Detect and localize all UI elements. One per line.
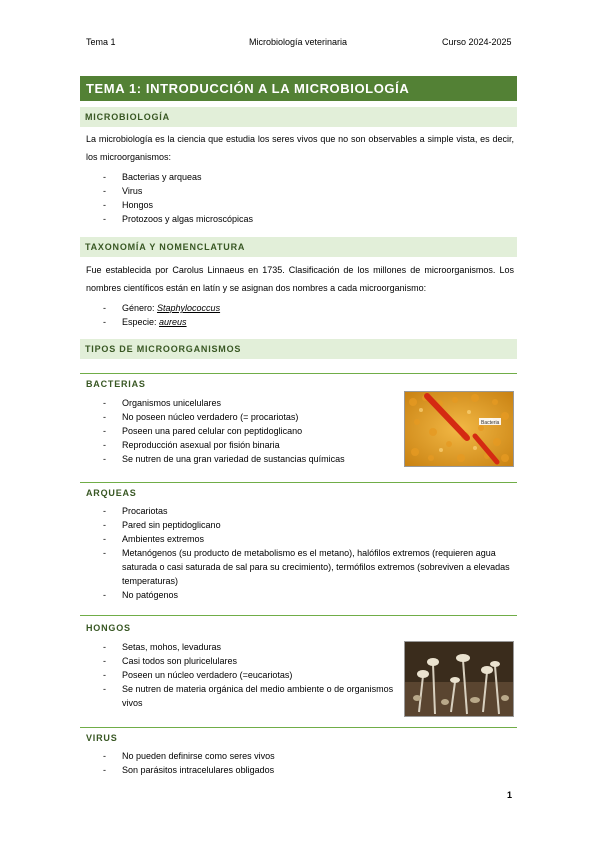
list-item: - Bacterias y arqueas xyxy=(103,172,202,182)
list-item: - Reproducción asexual por fisión binaria xyxy=(103,440,280,450)
section-heading: MICROBIOLOGÍA xyxy=(85,112,170,122)
list-item: - Especie: aureus xyxy=(103,317,187,327)
list-item: - Hongos xyxy=(103,200,154,210)
bacteria-image-label: Bacteria xyxy=(481,420,500,426)
list-item: - No poseen núcleo verdadero (= procariotas) xyxy=(103,412,299,422)
list-item: - Se nutren de una gran variedad de sustancias químicas xyxy=(103,454,345,464)
section-heading: TIPOS DE MICROORGANISMOS xyxy=(85,344,242,354)
list-item: - Género: Staphylococcus xyxy=(103,303,221,313)
list-item: - Pared sin peptidoglicano xyxy=(103,520,221,530)
list-item: - Ambientes extremos xyxy=(103,534,205,544)
bacterias-list xyxy=(86,396,345,466)
list-item: - Son parásitos intracelulares obligados xyxy=(103,765,275,775)
list-item: - Setas, mohos, levaduras xyxy=(103,642,222,652)
bacteria-image xyxy=(404,391,514,467)
hongos-heading: HONGOS xyxy=(86,623,131,633)
taxonomia-list xyxy=(86,301,220,329)
divider xyxy=(80,615,517,616)
virus-heading: VIRUS xyxy=(86,733,118,743)
list-item: - Casi todos son pluricelulares xyxy=(103,656,238,666)
taxonomia-paragraph: Fue establecida por Carolus Linnaeus en 1735. Clasificación de los millones de microorganismos. Los nombres científicos están en latín y se asignan dos nombres a cada microorganismo: xyxy=(86,265,514,293)
header-left: Tema 1 xyxy=(86,37,116,47)
header-right: Curso 2024-2025 xyxy=(442,37,512,47)
bacterias-heading: BACTERIAS xyxy=(86,379,146,389)
list-item: - Se nutren de materia orgánica del medio ambiente o de organismos vivos xyxy=(103,684,394,708)
microbiologia-list xyxy=(86,170,253,226)
header-center: Microbiología veterinaria xyxy=(249,37,348,47)
list-item: - No pueden definirse como seres vivos xyxy=(103,751,275,761)
list-item: - Poseen una pared celular con peptidoglicano xyxy=(103,426,303,436)
list-item: - Protozoos y algas microscópicas xyxy=(103,214,254,224)
title-bar xyxy=(80,76,517,101)
microbiologia-paragraph: La microbiología es la ciencia que estudia los seres vivos que no son observables a simple vista, es decir, los microorganismos: xyxy=(86,134,514,162)
section-taxonomia xyxy=(80,237,517,257)
divider xyxy=(80,727,517,728)
list-item: - Organismos unicelulares xyxy=(103,398,222,408)
fungi-image xyxy=(404,641,514,717)
list-item: - Procariotas xyxy=(103,506,168,516)
hongos-list xyxy=(86,640,396,710)
divider xyxy=(80,482,517,483)
arqueas-list xyxy=(86,504,517,602)
section-tipos xyxy=(80,339,517,359)
list-item: - Poseen un núcleo verdadero (=eucariotas) xyxy=(103,670,293,680)
list-item: - Metanógenos (su producto de metabolismo es el metano), halófilos extremos (requieren agua saturada o casi saturada de sal para su crecimiento), termófilos extremos (sobreviven a elevadas temperaturas) xyxy=(103,548,510,586)
section-heading: TAXONOMÍA Y NOMENCLATURA xyxy=(85,242,246,252)
arqueas-heading: ARQUEAS xyxy=(86,488,137,498)
genero-value: Staphylococcus xyxy=(157,303,221,313)
virus-list xyxy=(86,749,275,777)
list-item: - No patógenos xyxy=(103,590,179,600)
page-title: TEMA 1: INTRODUCCIÓN A LA MICROBIOLOGÍA xyxy=(86,81,410,96)
especie-value: aureus xyxy=(159,317,187,327)
page-number: 1 xyxy=(507,790,513,800)
list-item: - Virus xyxy=(103,186,143,196)
divider xyxy=(80,373,517,374)
section-microbiologia xyxy=(80,107,517,127)
